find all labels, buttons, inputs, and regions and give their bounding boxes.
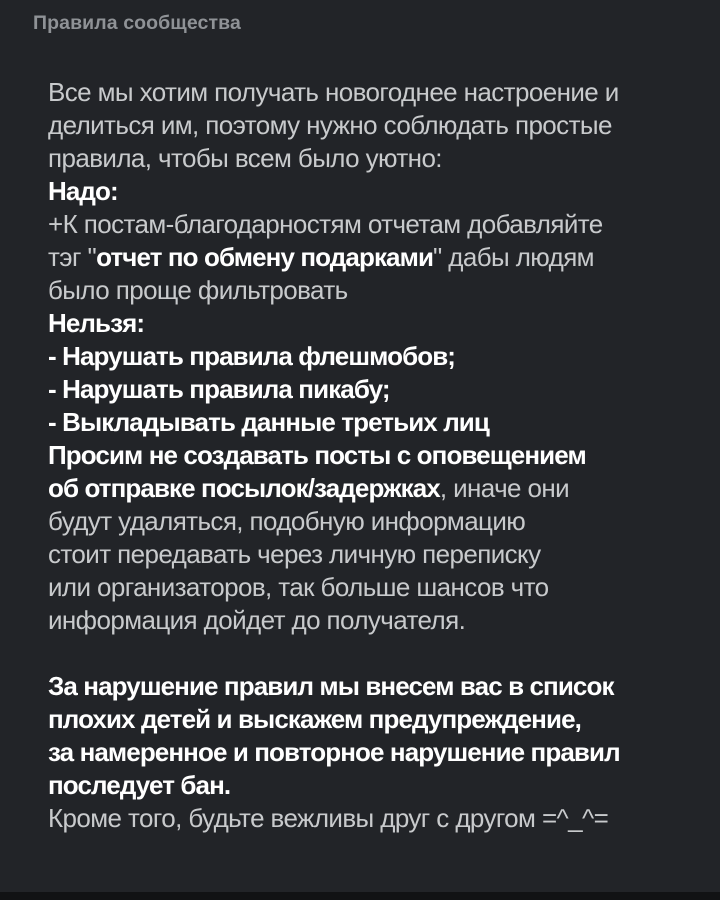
mustnot-rule: - Нарушать правила флешмобов;	[48, 341, 456, 371]
must-rule-line: +К постам-благодарностям отчетам добавляйте	[48, 209, 603, 239]
request-line: Просим не создавать посты с оповещением	[48, 440, 586, 470]
penalty-line: за намеренное и повторное нарушение правил	[48, 737, 620, 767]
mustnot-rule: - Нарушать правила пикабу;	[48, 374, 390, 404]
request-line: или организаторов, так больше шансов что	[48, 572, 549, 602]
intro-line: Все мы хотим получать новогоднее настроение и	[48, 77, 619, 107]
must-rule-line: было проще фильтровать	[48, 275, 348, 305]
bottom-bar	[0, 892, 720, 900]
closing-line: Кроме того, будьте вежливы друг с другом =^_^=	[48, 803, 609, 833]
paragraph-gap	[48, 637, 708, 670]
request-line: стоит передавать через личную переписку	[48, 539, 541, 569]
mustnot-heading: Нельзя:	[48, 308, 145, 338]
penalty-line: За нарушение правил мы внесем вас в список	[48, 671, 614, 701]
mustnot-rule: - Выкладывать данные третьих лиц	[48, 407, 489, 437]
intro-line: делиться им, поэтому нужно соблюдать простые	[48, 110, 612, 140]
request-line: будут удаляться, подобную информацию	[48, 506, 526, 536]
page-title: Правила сообщества	[33, 12, 241, 34]
report-tag: отчет по обмену подарками	[96, 242, 434, 272]
intro-line: правила, чтобы всем было уютно:	[48, 143, 442, 173]
request-line: информация дойдет до получателя.	[48, 605, 466, 635]
must-heading: Надо:	[48, 176, 118, 206]
community-rules-text	[48, 76, 708, 835]
penalty-line: плохих детей и выскажем предупреждение,	[48, 704, 581, 734]
penalty-line: последует бан.	[48, 770, 231, 800]
request-line: об отправке посылок/задержках, иначе они	[48, 473, 570, 503]
must-rule-line: тэг "отчет по обмену подарками" дабы людям	[48, 242, 594, 272]
